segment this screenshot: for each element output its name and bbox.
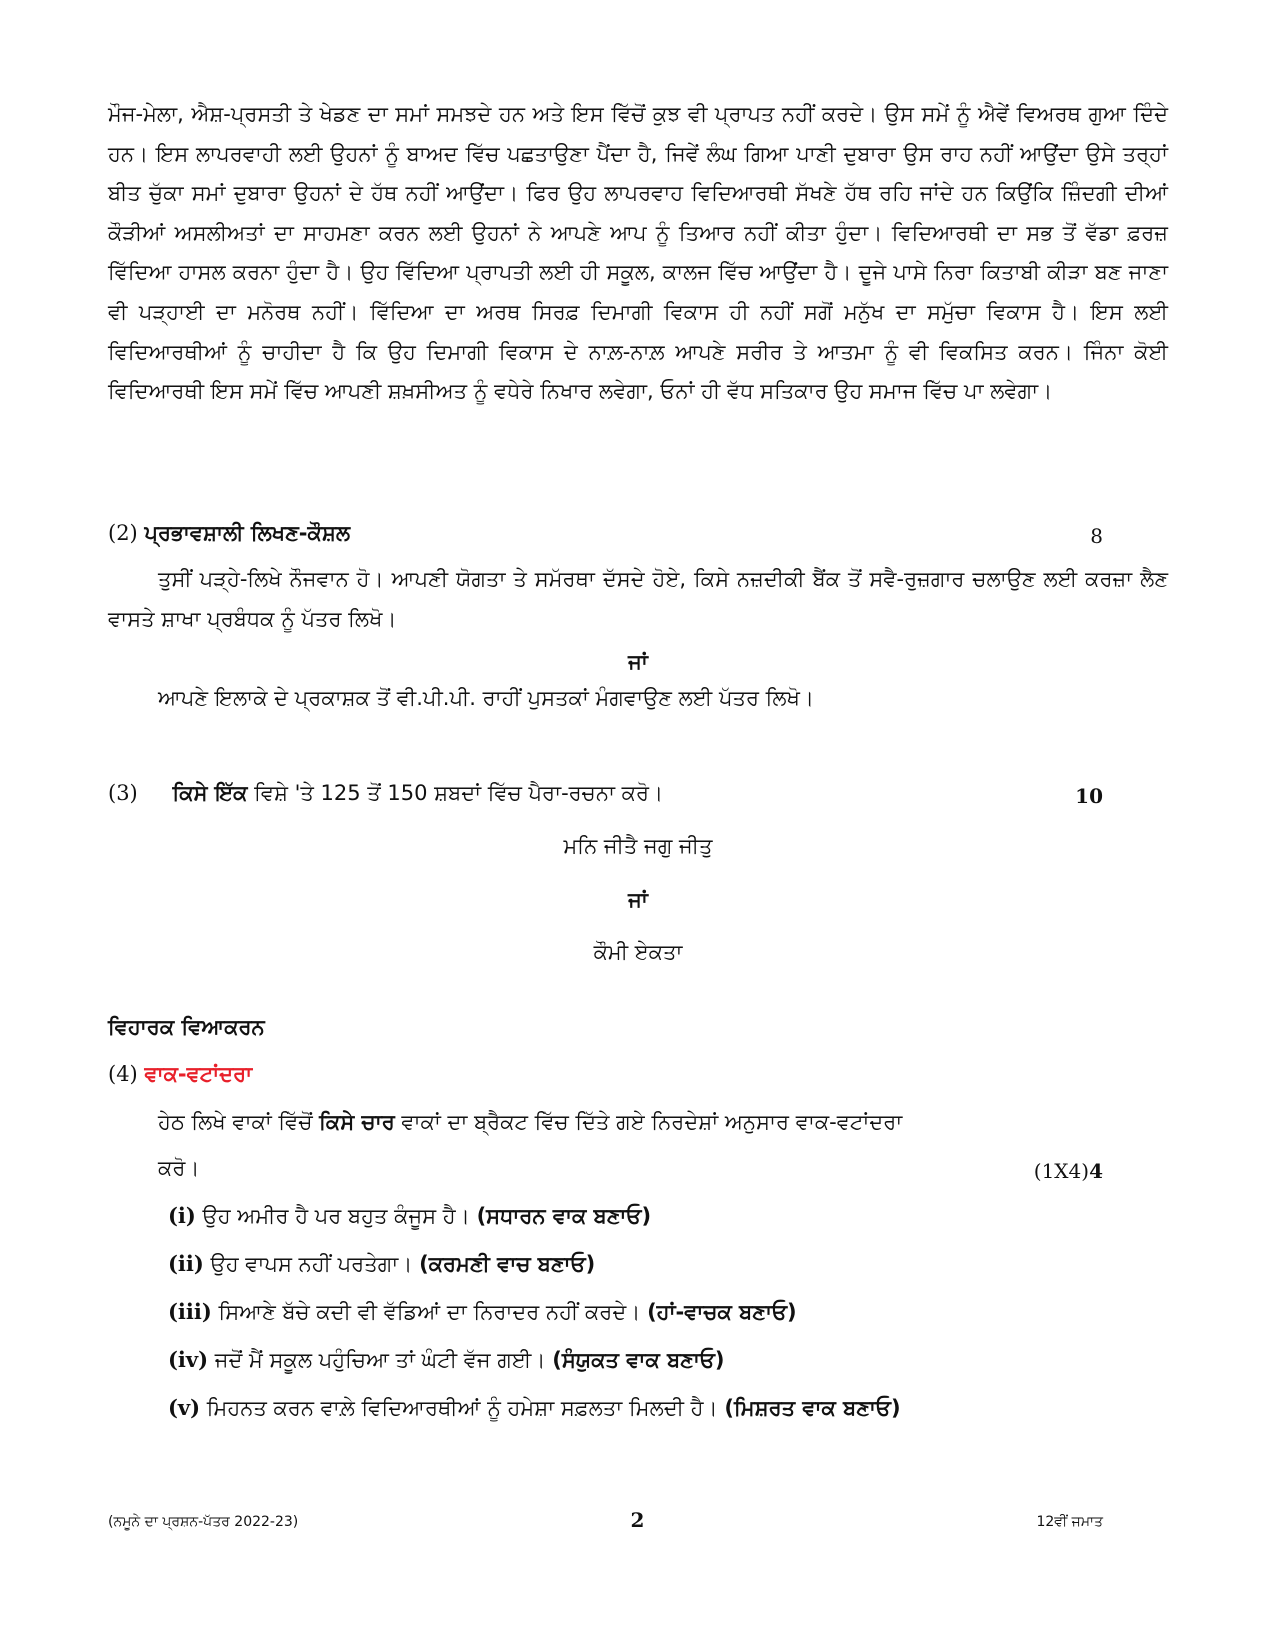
q2-number: (2) [108, 521, 138, 545]
q4-instruction-bold: ਕਿਸੇ ਚਾਰ [319, 1110, 395, 1134]
q4-marks [1034, 1159, 1103, 1183]
section-heading: ਵਿਹਾਰਕ ਵਿਆਕਰਨ [108, 1015, 265, 1039]
q4-item-text: ਉਹ ਵਾਪਸ ਨਹੀਂ ਪਰਤੇਗਾ। [210, 1252, 413, 1276]
q4-instruction-part-b: ਵਾਕਾਂ ਦਾ ਬ੍ਰੈਕਟ ਵਿੱਚ ਦਿੱਤੇ ਗਏ ਨਿਰਦੇਸ਼ਾਂ ਅਨੁਸਾਰ ਵਾਕ-ਵਟਾਂਦਰਾ [394, 1110, 903, 1134]
q2-marks: 8 [1090, 524, 1103, 548]
q4-item [168, 1299, 797, 1325]
q4-heading [108, 1062, 252, 1087]
q2-heading [108, 521, 350, 546]
q4-item-text: ਸਿਆਣੇ ਬੱਚੇ ਕਦੀ ਵੀ ਵੱਡਿਆਂ ਦਾ ਨਿਰਾਦਰ ਨਹੀਂ ਕਰਦੇ। [218, 1300, 641, 1324]
passage-text: ਮੌਜ-ਮੇਲਾ, ਐਸ਼-ਪ੍ਰਸਤੀ ਤੇ ਖੇਡਣ ਦਾ ਸਮਾਂ ਸਮਝਦੇ ਹਨ ਅਤੇ ਇਸ ਵਿੱਚੋਂ ਕੁਝ ਵੀ ਪ੍ਰਾਪਤ ਨਹੀਂ ਕਰਦੇ। ਉਸ ਸਮੇਂ ਨੂੰ ਐਵੇਂ ਵਿਅਰਥ ਗੁਆ ਦਿੰਦੇ ਹਨ। ਇਸ ਲਾਪਰਵਾਹੀ ਲਈ ਉਹਨਾਂ ਨੂੰ ਬਾਅਦ ਵਿੱਚ ਪਛਤਾਉਣਾ ਪੈਂਦਾ ਹੈ, ਜਿਵੇਂ ਲੰਘ ਗਿਆ ਪਾਣੀ ਦੁਬਾਰਾ ਉਸ ਰਾਹ ਨਹੀਂ ਆਉਂਦਾ ਉਸੇ ਤਰ੍ਹਾਂ ਬੀਤ ਚੁੱਕਾ ਸਮਾਂ ਦੁਬਾਰਾ ਉਹਨਾਂ ਦੇ ਹੱਥ ਨਹੀਂ ਆਉਂਦਾ। ਫਿਰ ਉਹ ਲਾਪਰਵਾਹ ਵਿਦਿਆਰਥੀ ਸੱਖਣੇ ਹੱਥ ਰਹਿ ਜਾਂਦੇ ਹਨ ਕਿਉਂਕਿ ਜ਼ਿੰਦਗੀ ਦੀਆਂ ਕੌੜੀਆਂ ਅਸਲੀਅਤਾਂ ਦਾ ਸਾਹਮਣਾ ਕਰਨ ਲਈ ਉਹਨਾਂ ਨੇ ਆਪਣੇ ਆਪ ਨੂੰ ਤਿਆਰ ਨਹੀਂ ਕੀਤਾ ਹੁੰਦਾ। ਵਿਦਿਆਰਥੀ ਦਾ ਸਭ ਤੋਂ ਵੱਡਾ ਫ਼ਰਜ਼ ਵਿੱਦਿਆ ਹਾਸਲ ਕਰਨਾ ਹੁੰਦਾ ਹੈ। ਉਹ ਵਿੱਦਿਆ ਪ੍ਰਾਪਤੀ ਲਈ ਹੀ ਸਕੂਲ, ਕਾਲਜ ਵਿੱਚ ਆਉਂਦਾ ਹੈ। ਦੂਜੇ ਪਾਸੇ ਨਿਰਾ ਕਿਤਾਬੀ ਕੀੜਾ ਬਣ ਜਾਣਾ ਵੀ ਪੜ੍ਹਾਈ ਦਾ ਮਨੋਰਥ ਨਹੀਂ। ਵਿੱਦਿਆ ਦਾ ਅਰਥ ਸਿਰਫ਼ ਦਿਮਾਗੀ ਵਿਕਾਸ ਹੀ ਨਹੀਂ ਸਗੋਂ ਮਨੁੱਖ ਦਾ ਸਮੁੱਚਾ ਵਿਕਾਸ ਹੈ। ਇਸ ਲਈ ਵਿਦਿਆਰਥੀਆਂ ਨੂੰ ਚਾਹੀਦਾ ਹੈ ਕਿ ਉਹ ਦਿਮਾਗੀ ਵਿਕਾਸ ਦੇ ਨਾਲ਼-ਨਾਲ਼ ਆਪਣੇ ਸਰੀਰ ਤੇ ਆਤਮਾ ਨੂੰ ਵੀ ਵਿਕਸਿਤ ਕਰਨ। ਜਿੰਨਾ ਕੋਈ ਵਿਦਿਆਰਥੀ ਇਸ ਸਮੇਂ ਵਿੱਚ ਆਪਣੀ ਸ਼ਖ਼ਸੀਅਤ ਨੂੰ ਵਧੇਰੇ ਨਿਖਾਰ ਲਵੇਗਾ, ਓਨਾਂ ਹੀ ਵੱਧ ਸਤਿਕਾਰ ਉਹ ਸਮਾਜ ਵਿੱਚ ਪਾ ਲਵੇਗਾ। [108, 102, 1168, 404]
q4-item [168, 1251, 595, 1277]
q4-item-number: (i) [168, 1203, 196, 1228]
q4-item-instruction: (ਹਾਂ-ਵਾਚਕ ਬਣਾਓ) [647, 1300, 797, 1324]
q4-item-number: (v) [168, 1395, 201, 1420]
q4-item [168, 1203, 651, 1229]
q4-number: (4) [108, 1062, 138, 1086]
q4-item-instruction: (ਸੰਯੁਕਤ ਵਾਕ ਬਣਾਓ) [552, 1348, 725, 1372]
q3-instruction: ਵਿਸ਼ੇ 'ਤੇ 125 ਤੋਂ 150 ਸ਼ਬਦਾਂ ਵਿੱਚ ਪੈਰਾ-ਰਚਨਾ ਕਰੋ। [247, 781, 664, 805]
q2-or: ਜਾਂ [628, 650, 648, 674]
q4-title: ਵਾਕ-ਵਟਾਂਦਰਾ [144, 1062, 253, 1086]
q2-prompt: ਤੁਸੀਂ ਪੜ੍ਹੇ-ਲਿਖੇ ਨੌਜਵਾਨ ਹੋ। ਆਪਣੀ ਯੋਗਤਾ ਤੇ ਸਮੱਰਥਾ ਦੱਸਦੇ ਹੋਏ, ਕਿਸੇ ਨਜ਼ਦੀਕੀ ਬੈਂਕ ਤੋਂ ਸਵੈ-ਰੁਜ਼ਗਾਰ ਚਲਾਉਣ ਲਈ ਕਰਜ਼ਾ ਲੈਣ ਵਾਸਤੇ ਸ਼ਾਖਾ ਪ੍ਰਬੰਧਕ ਨੂੰ ਪੱਤਰ ਲਿਖੋ। [108, 567, 1168, 631]
q4-instruction-part-a: ਹੇਠ ਲਿਖੇ ਵਾਕਾਂ ਵਿੱਚੋਂ [158, 1110, 320, 1134]
page-number: 2 [630, 1508, 645, 1532]
q3-marks: 10 [1075, 784, 1103, 808]
q4-item-text: ਜਦੋਂ ਮੈਂ ਸਕੂਲ ਪਹੁੰਚਿਆ ਤਾਂ ਘੰਟੀ ਵੱਜ ਗਈ। [214, 1348, 546, 1372]
q3-number: (3) [108, 781, 138, 805]
q4-item-text: ਮਿਹਨਤ ਕਰਨ ਵਾਲ਼ੇ ਵਿਦਿਆਰਥੀਆਂ ਨੂੰ ਹਮੇਸ਼ਾ ਸਫ਼ਲਤਾ ਮਿਲਦੀ ਹੈ। [206, 1396, 718, 1420]
q4-item-number: (iii) [168, 1299, 212, 1324]
q3-topic-1: ਮਨਿ ਜੀਤੈ ਜਗੁ ਜੀਤੁ [563, 834, 713, 858]
q2-title: ਪ੍ਰਭਾਵਸ਼ਾਲੀ ਲਿਖਣ-ਕੌਸ਼ਲ [144, 521, 351, 545]
q3-or: ਜਾਂ [628, 888, 648, 912]
q4-item-instruction: (ਕਰਮਣੀ ਵਾਚ ਬਣਾਓ) [419, 1252, 596, 1276]
q2-alternate: ਆਪਣੇ ਇਲਾਕੇ ਦੇ ਪ੍ਰਕਾਸ਼ਕ ਤੋਂ ਵੀ.ਪੀ.ਪੀ. ਰਾਹੀਂ ਪੁਸਤਕਾਂ ਮੰਗਵਾਉਣ ਲਈ ਪੱਤਰ ਲਿਖੋ। [158, 686, 815, 710]
footer-left: (ਨਮੂਨੇ ਦਾ ਪ੍ਰਸ਼ਨ-ਪੱਤਰ 2022-23) [108, 1514, 299, 1530]
footer-right: 12ਵੀਂ ਜਮਾਤ [1036, 1514, 1103, 1530]
q3-lead: ਕਿਸੇ ਇੱਕ [172, 781, 248, 805]
q4-instruction-end: ਕਰੋ। [158, 1156, 200, 1180]
q3-topic-2: ਕੌਮੀ ਏਕਤਾ [593, 940, 683, 964]
q4-item-instruction: (ਸਧਾਰਨ ਵਾਕ ਬਣਾਓ) [476, 1204, 652, 1228]
q4-marks-prefix: (1X4) [1033, 1159, 1090, 1183]
q4-instruction [158, 1110, 1168, 1135]
q4-item [168, 1395, 901, 1421]
q4-item-number: (ii) [168, 1251, 204, 1276]
q4-item-text: ਉਹ ਅਮੀਰ ਹੈ ਪਰ ਬਹੁਤ ਕੰਜੂਸ ਹੈ। [202, 1204, 470, 1228]
q4-item-number: (iv) [168, 1347, 209, 1372]
q3-heading [108, 781, 663, 806]
q4-item-instruction: (ਮਿਸ਼ਰਤ ਵਾਕ ਬਣਾਓ) [724, 1396, 901, 1420]
q4-marks-total: 4 [1089, 1159, 1103, 1183]
q4-item [168, 1347, 725, 1373]
